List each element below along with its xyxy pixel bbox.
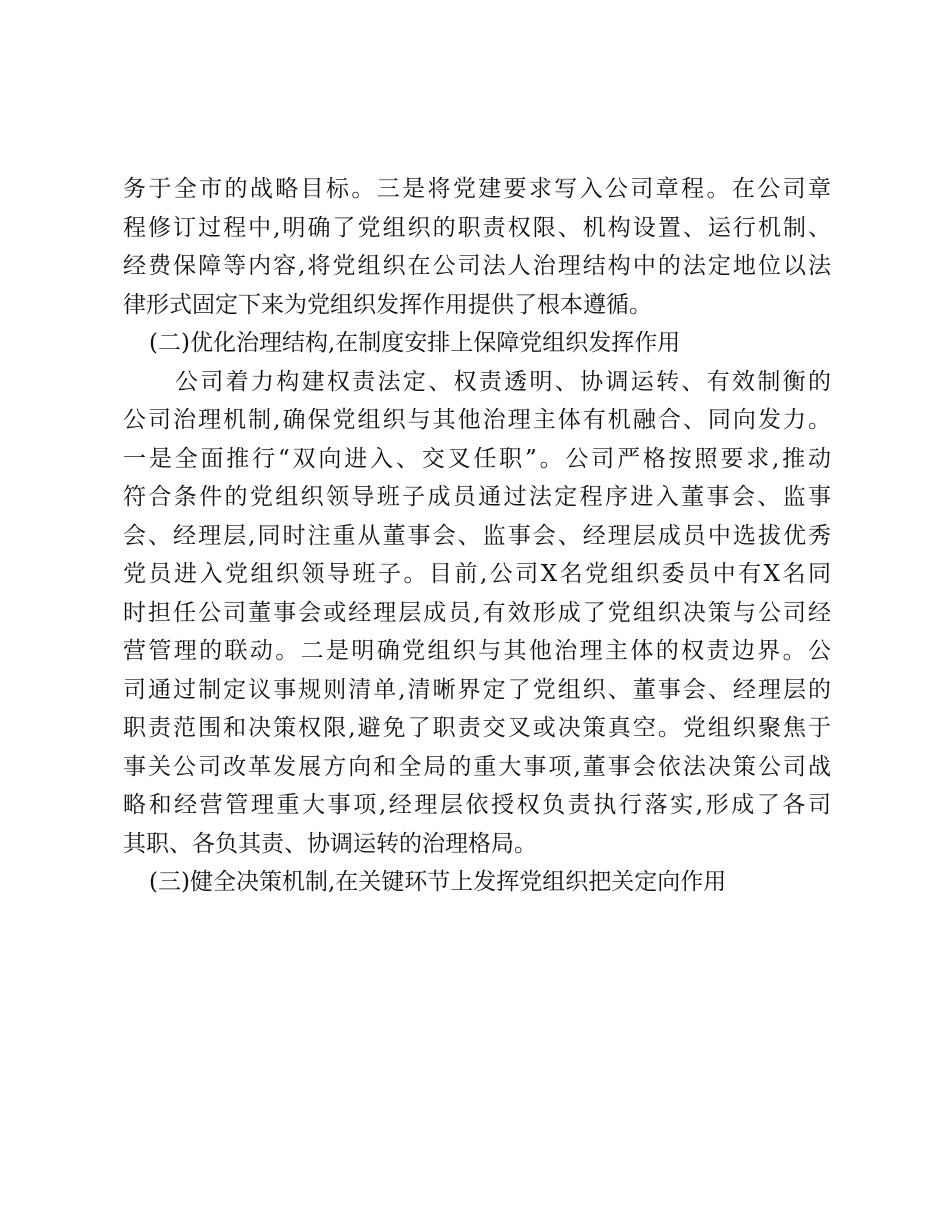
paragraph-line: 程修订过程中,明确了党组织的职责权限、机构设置、运行机制、	[123, 214, 831, 241]
paragraph-line: 符合条件的党组织领导班子成员通过法定程序进入董事会、监事	[123, 484, 831, 510]
paragraph-line: 职责范围和决策权限,避免了职责交叉或决策真空。党组织聚焦于	[123, 715, 831, 741]
paragraph-line: 务于全市的战略目标。三是将党建要求写入公司章程。在公司章	[123, 176, 831, 202]
paragraph-line: 公司治理机制,确保党组织与其他治理主体有机融合、同向发力。	[123, 407, 831, 433]
paragraph-line: 经费保障等内容,将党组织在公司法人治理结构中的法定地位以法	[123, 253, 831, 279]
paragraph-line: 一是全面推行“双向进入、交叉任职”。公司严格按照要求,推动	[123, 445, 831, 472]
paragraph-line: 会、经理层,同时注重从董事会、监事会、经理层成员中选拔优秀	[123, 522, 831, 549]
paragraph-line: 营管理的联动。二是明确党组织与其他治理主体的权责边界。公	[123, 638, 831, 664]
paragraph-line: 略和经营管理重大事项,经理层依授权负责执行落实,形成了各司	[123, 792, 831, 818]
document-body	[123, 170, 831, 902]
paragraph-line: 其职、各负其责、协调运转的治理格局。	[123, 830, 537, 857]
paragraph-line: 党员进入党组织领导班子。目前,公司X名党组织委员中有X名同	[123, 561, 831, 587]
paragraph-line: 事关公司改革发展方向和全局的重大事项,董事会依法决策公司战	[123, 753, 831, 780]
paragraph-line: 司通过制定议事规则清单,清晰界定了党组织、董事会、经理层的	[123, 676, 831, 703]
section-heading: (二)优化治理结构,在制度安排上保障党组织发挥作用	[149, 330, 681, 356]
paragraph-line: 时担任公司董事会或经理层成员,有效形成了党组织决策与公司经	[123, 599, 831, 626]
paragraph-line: 公司着力构建权责法定、权责透明、协调运转、有效制衡的	[175, 368, 831, 395]
section-heading: (三)健全决策机制,在关键环节上发挥党组织把关定向作用	[149, 869, 727, 895]
paragraph-line: 律形式固定下来为党组织发挥作用提供了根本遵循。	[123, 291, 652, 318]
